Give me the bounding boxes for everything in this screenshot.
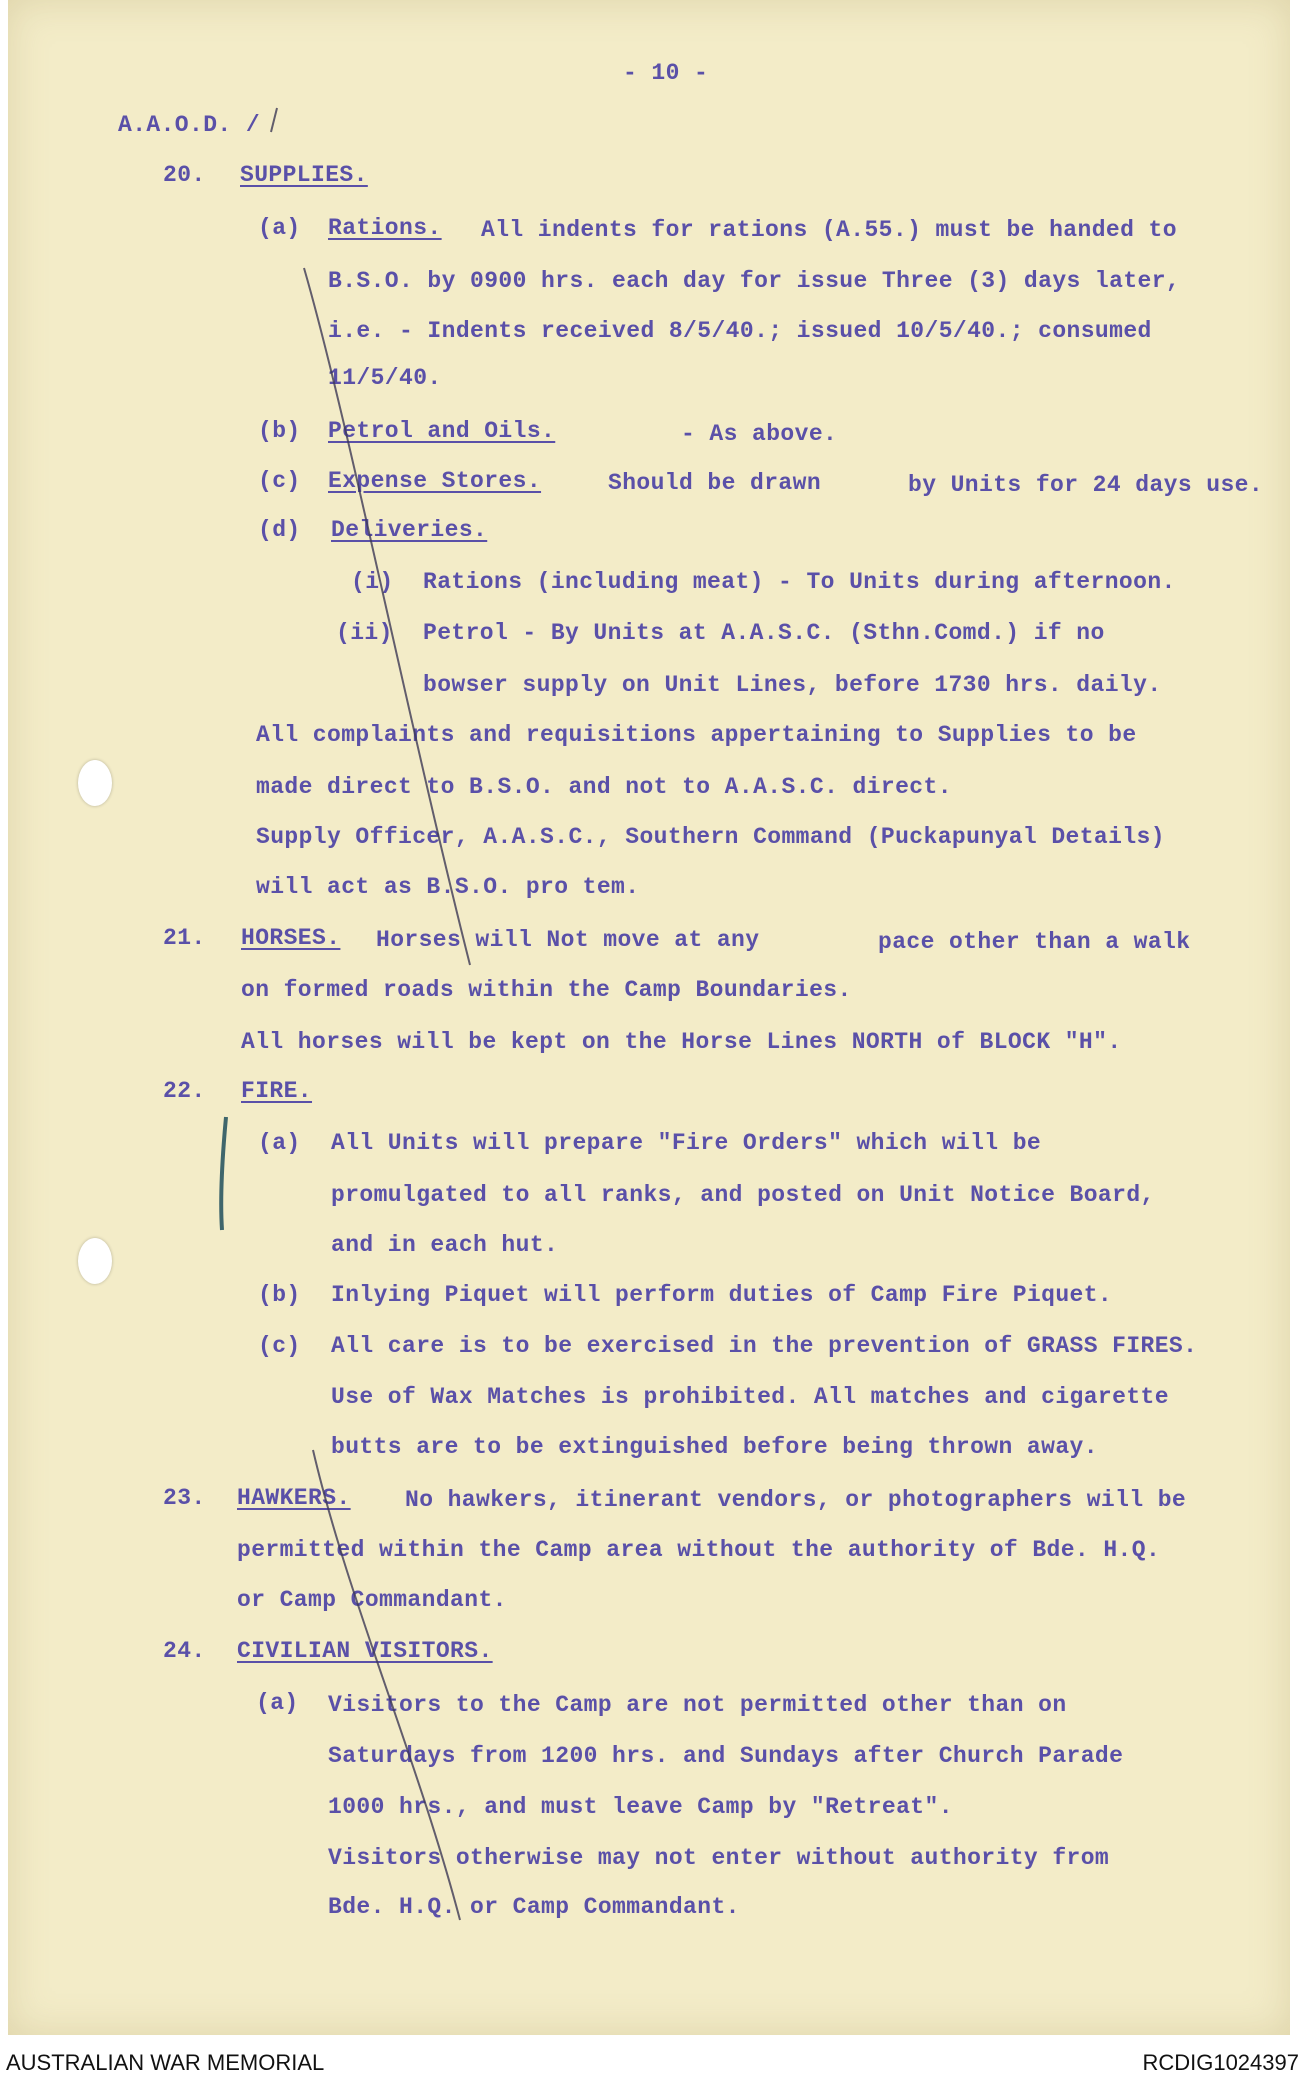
pencil-strike-marks (8, 0, 1290, 2035)
item-d-ii-label: (ii) (336, 620, 393, 646)
item-a-line-2: B.S.O. by 0900 hrs. each day for issue Three (3) days later, (328, 268, 1181, 294)
item-d-title: Deliveries. (331, 517, 488, 543)
fire-item-c-line-3: butts are to be extinguished before being thrown away. (331, 1434, 1098, 1460)
item-a-line-4: 11/5/40. (328, 365, 442, 391)
item-d-ii-line-1: Petrol - By Units at A.A.S.C. (Sthn.Comd.) if no (423, 620, 1105, 646)
section-21-line-3: All horses will be kept on the Horse Lines NORTH of BLOCK "H". (241, 1029, 1122, 1055)
page-number: - 10 - (623, 60, 709, 86)
fire-item-c-line-1: All care is to be exercised in the prevention of GRASS FIRES. (331, 1333, 1198, 1359)
item-d-i-text: Rations (including meat) - To Units during afternoon. (423, 569, 1176, 595)
item-c-text-1: Should be drawn (608, 470, 822, 496)
section-20-title: SUPPLIES. (240, 162, 368, 188)
header-reference: A.A.O.D. / (118, 112, 261, 138)
supplies-note-line-2: made direct to B.S.O. and not to A.A.S.C. direct. (256, 774, 952, 800)
item-d-ii-line-2: bowser supply on Unit Lines, before 1730 hrs. daily. (423, 672, 1162, 698)
section-22-title: FIRE. (241, 1078, 313, 1104)
item-d-i-label: (i) (351, 569, 394, 595)
visitors-item-a-label: (a) (256, 1690, 299, 1716)
item-b-label: (b) (258, 418, 301, 444)
fire-item-a-label: (a) (258, 1130, 301, 1156)
section-21-line-1b: pace other than a walk (878, 929, 1191, 955)
section-23-line-3: or Camp Commandant. (237, 1587, 507, 1613)
item-c-title: Expense Stores. (328, 468, 542, 494)
section-23-line-2: permitted within the Camp area without the authority of Bde. H.Q. (237, 1537, 1161, 1563)
item-b-text: - As above. (681, 421, 838, 447)
visitors-item-a-line-1: Visitors to the Camp are not permitted other than on (328, 1692, 1067, 1718)
item-a-label: (a) (258, 215, 301, 241)
fire-item-a-line-2: promulgated to all ranks, and posted on Unit Notice Board, (331, 1182, 1155, 1208)
fire-item-c-label: (c) (258, 1333, 301, 1359)
section-24-number: 24. (163, 1638, 206, 1664)
supplies-note-line-1: All complaints and requisitions appertaining to Supplies to be (256, 722, 1137, 748)
section-21-title: HORSES. (241, 925, 341, 951)
section-23-number: 23. (163, 1485, 206, 1511)
section-23-line-1: No hawkers, itinerant vendors, or photographers will be (405, 1487, 1187, 1513)
fire-item-b-label: (b) (258, 1282, 301, 1308)
item-a-line-3: i.e. - Indents received 8/5/40.; issued 10/5/40.; consumed (328, 318, 1152, 344)
fire-item-a-line-1: All Units will prepare "Fire Orders" which will be (331, 1130, 1042, 1156)
visitors-item-a-line-4: Visitors otherwise may not enter without authority from (328, 1845, 1110, 1871)
margin-mark (221, 1117, 226, 1230)
footer-right: RCDIG1024397 (1142, 2050, 1299, 2075)
fire-item-b-text: Inlying Piquet will perform duties of Camp Fire Piquet. (331, 1282, 1113, 1308)
section-20-number: 20. (163, 162, 206, 188)
visitors-item-a-line-2: Saturdays from 1200 hrs. and Sundays after Church Parade (328, 1743, 1124, 1769)
visitors-item-a-line-5: Bde. H.Q. or Camp Commandant. (328, 1894, 740, 1920)
supplies-note-line-3: Supply Officer, A.A.S.C., Southern Command (Puckapunyal Details) (256, 824, 1165, 850)
section-22-number: 22. (163, 1078, 206, 1104)
visitors-item-a-line-3: 1000 hrs., and must leave Camp by "Retreat". (328, 1794, 953, 1820)
pencil-line-lower (313, 1450, 460, 1920)
item-b-title: Petrol and Oils. (328, 418, 556, 444)
section-21-line-1a: Horses will Not move at any (376, 927, 760, 953)
item-c-label: (c) (258, 468, 301, 494)
section-21-line-2: on formed roads within the Camp Boundaries. (241, 977, 852, 1003)
section-23-title: HAWKERS. (237, 1485, 351, 1511)
header-tick-mark (271, 108, 277, 132)
fire-item-c-line-2: Use of Wax Matches is prohibited. All matches and cigarette (331, 1384, 1169, 1410)
footer-left: AUSTRALIAN WAR MEMORIAL (6, 2050, 325, 2075)
item-a-line-1: All indents for rations (A.55.) must be handed to (481, 217, 1177, 243)
item-c-text-2: by Units for 24 days use. (908, 472, 1264, 498)
document-page (8, 0, 1290, 2035)
section-24-title: CIVILIAN VISITORS. (237, 1638, 493, 1664)
fire-item-a-line-3: and in each hut. (331, 1232, 559, 1258)
item-a-title: Rations. (328, 215, 442, 241)
section-21-number: 21. (163, 925, 206, 951)
item-d-label: (d) (258, 517, 301, 543)
supplies-note-line-4: will act as B.S.O. pro tem. (256, 874, 640, 900)
pencil-line-upper (304, 268, 470, 965)
